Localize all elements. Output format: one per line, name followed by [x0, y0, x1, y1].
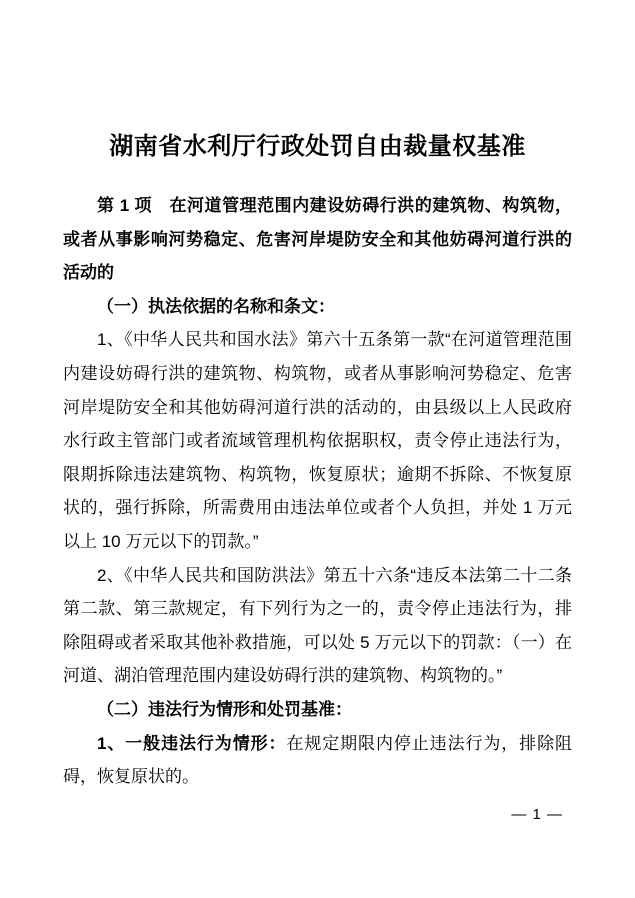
section-heading-penalty-standards — [63, 693, 572, 727]
page-number: — 1 — — [511, 806, 563, 823]
document-body — [63, 189, 572, 794]
text-segment: 在规定期限内停止违法行为，排除阻碍，恢复原状的。 — [63, 733, 572, 787]
text-segment: 2、《中华人民共和国防洪法》第五十六条“违反本法第二十二条第二款、第三款规定，有下列行为之一的，责令停止违法行为，排除阻碍或者采取其他补救措施，可以处 5 万元以下的罚款：（一）在河道、湖泊管理范围内建设妨碍行洪的建筑物、构筑物的。” — [63, 565, 572, 686]
text-segment: 第 1 项 在河道管理范围内建设妨碍行洪的建筑物、构筑物，或者从事影响河势稳定、危害河岸堤防安全和其他妨碍河道行洪的活动的 — [63, 196, 572, 283]
document-title: 湖南省水利厅行政处罚自由裁量权基准 — [109, 133, 526, 160]
text-segment-label: 1、一般违法行为情形： — [97, 733, 287, 753]
section-heading-legal-basis — [63, 290, 572, 324]
paragraph-item-1-heading — [63, 189, 572, 290]
text-segment: （二）违法行为情形和处罚基准： — [97, 699, 352, 719]
paragraph-flood-control-law — [63, 559, 572, 693]
paragraph-water-law — [63, 323, 572, 558]
text-segment: 1、《中华人民共和国水法》第六十五条第一款“在河道管理范围内建设妨碍行洪的建筑物、构筑物，或者从事影响河势稳定、危害河岸堤防安全和其他妨碍河道行洪的活动的，由县级以上人民政府水行政主管部门或者流域管理机构依据职权，责令停止违法行为，限期拆除违法建筑物、构筑物，恢复原状；逾期不拆除、不恢复原状的，强行拆除，所需费用由违法单位或者个人负担，并处 1 万元以上 10 万元以下的罚款。” — [63, 330, 572, 551]
paragraph-general-violation — [63, 727, 572, 794]
text-segment: （一）执法依据的名称和条文： — [97, 296, 335, 316]
